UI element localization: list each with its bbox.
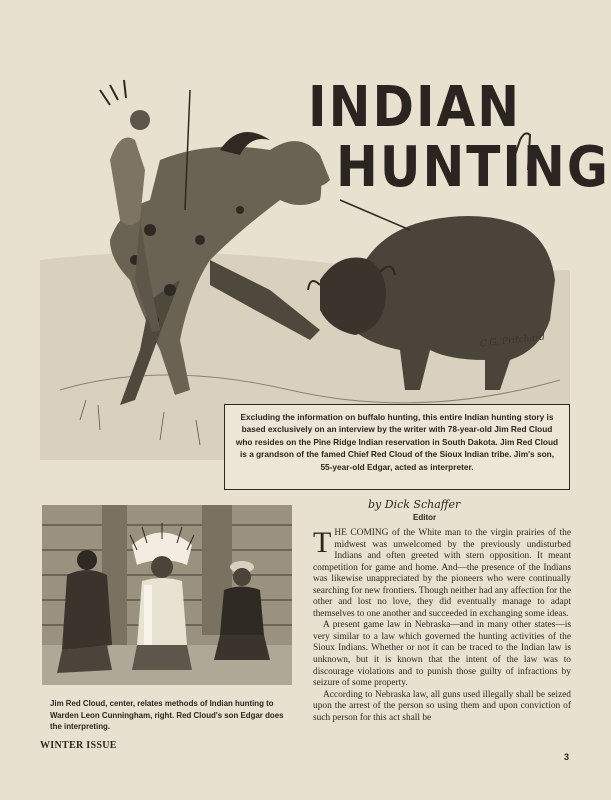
headline-line-1: INDIAN (308, 74, 522, 140)
intro-box: Excluding the information on buffalo hunting, this entire Indian hunting story is based exclusively on an interview by the writer with 78-year-old Jim Red Cloud who resides on the Pine Ridge Indian reservation in South Dakota. Jim Red Cloud is a grandson of the famed Chief Red Cloud of the Sioux Indian tribe. Jim's son, 55-year-old Edgar, acted as interpreter. (224, 404, 570, 490)
article-headline (300, 74, 610, 200)
byline-name: by Dick Schaffer (368, 498, 461, 511)
photo-caption: Jim Red Cloud, center, relates methods of Indian hunting to Warden Leon Cunningham, right. Red Cloud's son Edgar does the interpreting. (50, 699, 284, 731)
interview-photo (42, 505, 292, 685)
drop-cap: T (313, 526, 332, 559)
page-number: 3 (564, 752, 570, 762)
article-body (313, 528, 571, 724)
headline-line-2: HUNTING (336, 134, 610, 200)
article-paragraph-1-text: HE COMING of the White man to the virgin prairies of the midwest was unwelcomed by the previously undisturbed Indians and often greeted with stern opposition. It meant competition for game and home. And—the presence of the Indians was likewise unappreciated by the pioneers who were continually searching for new frontiers. Though neither had any affection for the other and lost no love, they did eventually manage to adapt themselves to one another and succeeded in exchanging some ideas. (313, 528, 571, 619)
article-paragraph-1 (313, 528, 571, 620)
article-paragraph-3: According to Nebraska law, all guns used illegally shall be seized upon the arrest of the person so using them and upon conviction of such person for this act shall be (313, 689, 571, 723)
issue-label: WINTER ISSUE (40, 740, 117, 751)
byline-role: Editor (413, 513, 437, 522)
article-paragraph-2: A present game law in Nebraska—and in many other states—is very similar to a law which governed the hunting activities of the Sioux Indians. Whether or not it can be traced to the Indian law is unknown, but it is known that the intent of the law was to discourage violations and to punish those guilty of infractions by seizure of some property. (313, 620, 571, 689)
artist-signature: C.G. Pritchard (479, 332, 546, 350)
